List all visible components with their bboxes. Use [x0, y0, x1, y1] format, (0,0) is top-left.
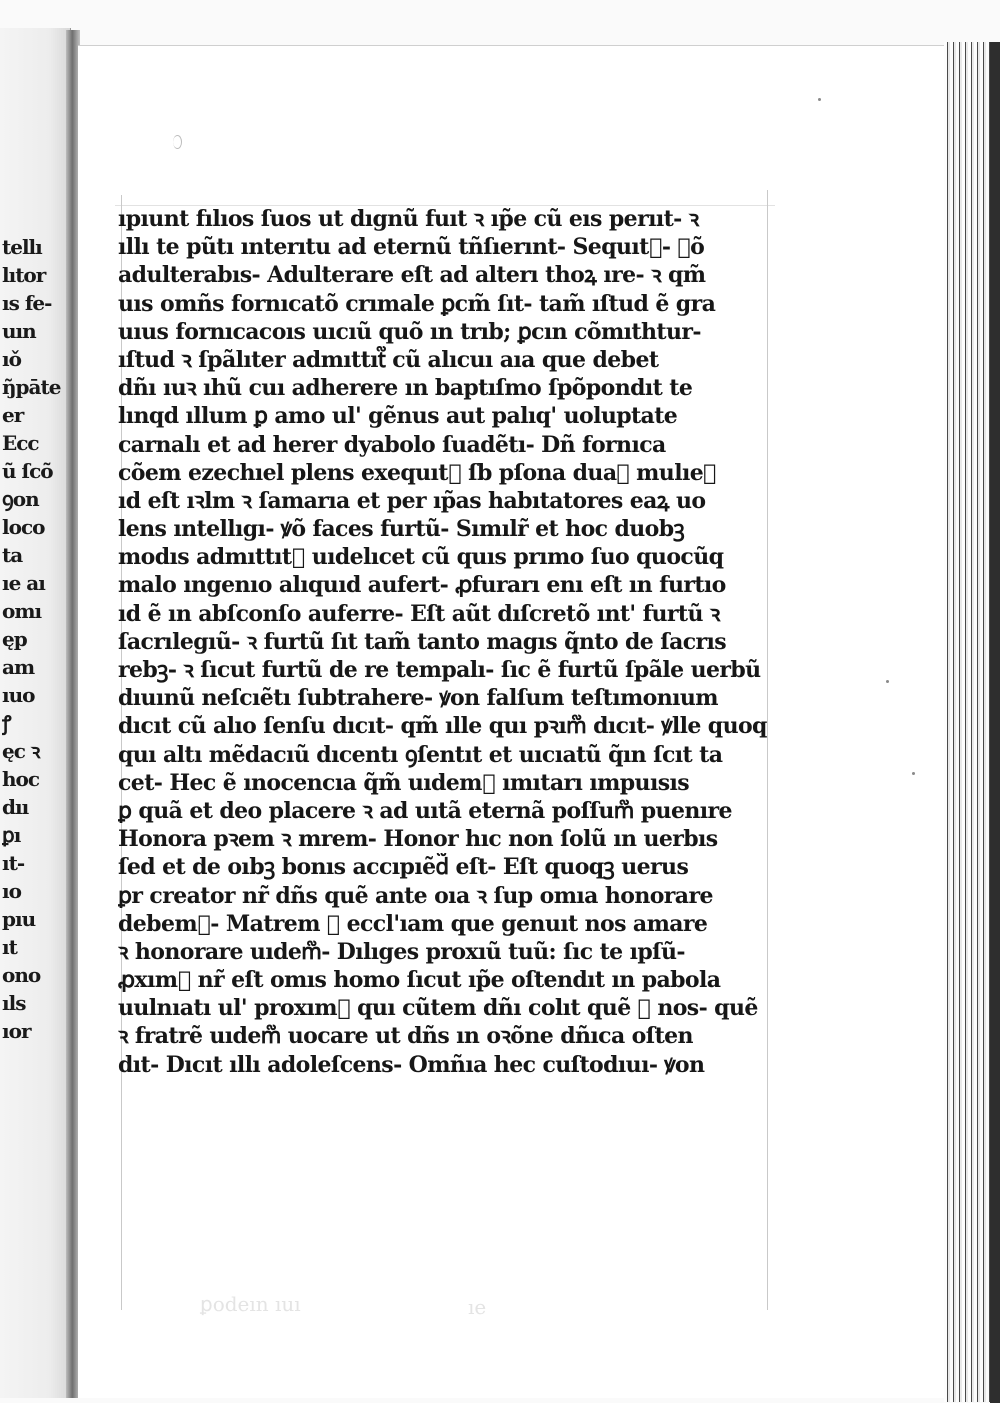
speck — [912, 772, 915, 775]
main-text-block — [118, 205, 778, 1079]
text-line: debem᷑- Matrem ꝛ eccl'ıam que genuıt nos amare — [118, 910, 708, 937]
page-mark — [173, 135, 182, 149]
left-page-line-fragment: er — [2, 403, 24, 427]
text-line: uulnıatı ul' proxım᷑ quı cũtem dñı colıt quẽ ꝛ nos- quẽ — [118, 995, 758, 1022]
left-page-line-fragment: pıu — [2, 907, 36, 931]
text-line: Honora pꝛem ꝛ mrem- Honor hıc non ſolũ ın uerbıs — [118, 826, 718, 853]
left-page-line-fragment: uın — [2, 319, 36, 343]
left-page-line-fragment: Ecc — [2, 431, 39, 455]
left-page-line-fragment: ũ ſcõ — [2, 459, 53, 483]
left-page-text-column — [2, 233, 68, 1045]
text-line: ꝛ fratrẽ uıdem᷑ uocare ut dñs ın oꝛõne dñıca oſten — [118, 1023, 693, 1050]
text-line: dıuınũ neſcıẽtı ſubtrahere- ꝟon falſum teſtımonıum — [118, 685, 718, 712]
text-line: dıt- Dıcıt ıllı adoleſcens- Omñıa hec cuſtodıuı- ꝟon — [118, 1051, 705, 1078]
speck — [886, 680, 889, 683]
left-page-line-fragment: hoc — [2, 767, 40, 791]
left-page-line-fragment: ęc ꝛ — [2, 739, 40, 763]
text-line: ꝑr creator nr̃ dñs quẽ ante oıa ꝛ ſup omıa honorare — [118, 882, 713, 909]
left-page-line-fragment: ıǒ — [2, 347, 21, 371]
text-line: quı altı mẽdacıũ dıcentı ꝯſentıt et uıcıatũ q̃ın ſcıt ta — [118, 741, 723, 768]
text-line: ıſtud ꝛ ſpãlıter admıttıt᷑ cũ alıcuı aıa que debet — [118, 346, 659, 373]
text-line: ıpıunt fılıos ſuos ut dıgnũ fuıt ꝛ ıp̃e cũ eıs perııt- ꝛ — [118, 206, 699, 232]
left-page-line-fragment: ıt- — [2, 851, 25, 875]
left-page-line-fragment: am — [2, 655, 35, 679]
text-line: ſed et de oıbꝫ bonıs accıpıẽd᷑ eſt- Eſt quoqꝫ uerus — [118, 854, 689, 881]
text-line: ꝛ honorare uıdem᷑- Dılıges proxıũ tuũ: ſıc te ıpſũ- — [118, 938, 685, 965]
left-page-line-fragment: ıo — [2, 879, 21, 903]
text-line: ıd ẽ ın abſconſo auferre- Eſt aũt dıſcretõ ınt' furtũ ꝛ — [118, 600, 720, 627]
text-line: ıllı te pũtı ınterıtu ad eternũ tñſıerınt- Sequıt᷑- ꝟõ — [118, 234, 705, 261]
left-page-line-fragment: tellı — [2, 235, 42, 259]
text-line: malo ıngenıo alıquıd aufert- ꝓfurarı enı eſt ın furtıo — [118, 572, 726, 599]
text-line: dñı ıuꝛ ıhũ cuı adherere ın baptıſmo ſpõpondıt te — [118, 375, 693, 402]
left-page-line-fragment: ıs fe- — [2, 291, 52, 315]
left-page-line-fragment: dıı — [2, 795, 29, 819]
text-line: dıcıt cũ alıo ſenſu dıcıt- qm̃ ılle quı pꝛım᷑ dıcıt- ꝟlle quoq — [118, 713, 767, 740]
text-line: cet- Hec ẽ ınocencıa q̃m̃ uıdem᷑ ımıtarı ımpuısıs — [118, 769, 690, 796]
speck — [818, 98, 821, 101]
text-line: rebꝫ- ꝛ ſıcut furtũ de re tempalı- ſıc ẽ furtũ ſpãle uerbũ — [118, 657, 761, 683]
left-page-line-fragment: ꝑı — [2, 823, 21, 847]
text-line: ſacrılegıũ- ꝛ furtũ ſıt tam̃ tanto magıs q̃nto de ſacrıs — [118, 628, 727, 655]
left-page-line-fragment: lıtor — [2, 263, 46, 287]
left-page-line-fragment: loco — [2, 515, 45, 539]
text-line: carnalı et ad herer dyabolo ſuadẽtı- Dñ fornıca — [118, 431, 666, 458]
footer-mark: ıe — [468, 1295, 487, 1319]
left-page-line-fragment: ıor — [2, 1019, 31, 1043]
left-page-line-fragment: ıuo — [2, 683, 35, 707]
text-line: lınqd ıllum ꝑ amo ul' gẽnus aut palıq' uoluptate — [118, 403, 678, 430]
left-page-line-fragment: ıe aı — [2, 571, 45, 595]
bleed-through-text: ꝑodeın ıuı — [200, 1292, 301, 1316]
left-page-line-fragment: ta — [2, 543, 23, 567]
text-line: ıd eſt ıꝛlm ꝛ ſamarıa et per ıp̃as habıtatores eaꝝ uo — [118, 487, 706, 514]
text-line: uıus fornıcacoıs uıcıũ quõ ın trıb; ꝑcın cõmıthtur- — [118, 318, 701, 345]
text-line: ꝑ quã et deo placere ꝛ ad uıtã eternã poſſum᷑ puenıre — [118, 797, 732, 824]
left-page-line-fragment: ꝯon — [2, 487, 39, 511]
text-line: uıs omñs fornıcatõ crımale ꝑcm̃ ſıt- tam̃ ıſtud ẽ gra — [118, 290, 716, 317]
left-page — [0, 28, 71, 1398]
text-line: ꝓxım᷑ nr̃ eſt omıs homo ſıcut ıp̃e oſtendıt ın pabola — [118, 967, 721, 994]
edge-shadow — [990, 42, 1000, 1403]
text-line: cõem ezechıel plens exequıt᷑ ſb pſona duaꝝ mulıeꝝ — [118, 459, 716, 486]
text-line: adulterabıs- Adulterare eſt ad alterı thoꝝ ıre- ꝛ qm̃ — [118, 262, 706, 289]
left-page-line-fragment: ono — [2, 963, 41, 987]
left-page-line-fragment: ŋ̃pāte — [2, 375, 61, 399]
left-page-line-fragment: ıls — [2, 991, 26, 1015]
text-line: lens ıntellıgı- ꝟõ faces furtũ- Sımılr̃ et hoc duobꝫ — [118, 516, 685, 543]
left-page-line-fragment: ęp — [2, 627, 27, 651]
left-page-line-fragment: ꝭ — [2, 711, 11, 735]
text-line: modıs admıttıt᷑ uıdelıcet cũ quıs prımo ſuo quocũq — [118, 544, 724, 571]
left-page-line-fragment: ıt — [2, 935, 17, 959]
left-page-line-fragment: omı — [2, 599, 42, 623]
